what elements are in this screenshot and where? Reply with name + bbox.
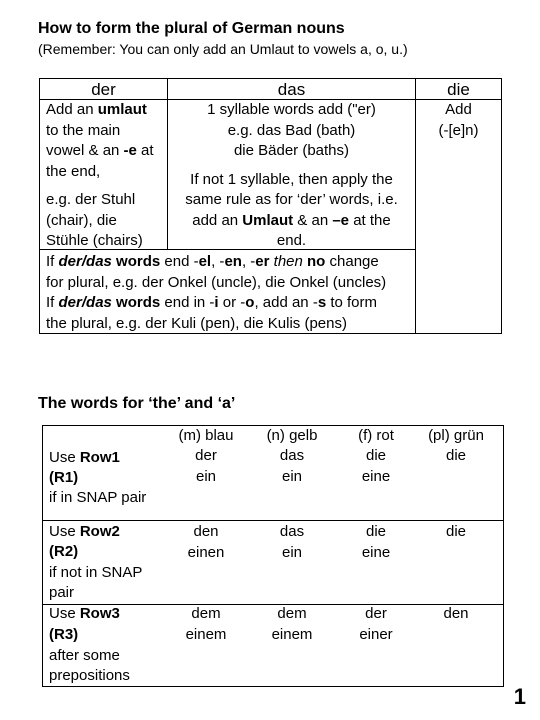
row-divider-1-2 (43, 520, 503, 521)
row3-feminine-definite: der (365, 605, 387, 622)
der-example-line-3: Stühle (chairs) (46, 232, 143, 249)
note-line-1: If der/das words end -el, -en, -er then no change (46, 253, 379, 270)
note-line-3: If der/das words end in -i or -o, add an -s to form (46, 294, 378, 311)
das-rule-line-6: add an Umlaut & an –e at the (192, 212, 391, 229)
page-title: How to form the plural of German nouns (38, 20, 345, 37)
das-rule-line-2: e.g. das Bad (bath) (227, 122, 356, 139)
row1-code: (R1) (49, 469, 79, 486)
note-line-4: the plural, e.g. der Kuli (pen), die Kulis (pens) (46, 315, 347, 332)
der-example-line-1: e.g. der Stuhl (46, 191, 136, 208)
das-rule-line-5: same rule as for ‘der’ words, i.e. (185, 191, 398, 208)
das-rule-line-1: 1 syllable words add ("er) (207, 101, 376, 118)
column-header-feminine: (f) rot (358, 427, 394, 444)
articles-title: The words for ‘the’ and ‘a’ (38, 395, 236, 412)
row2-condition-line-1: if not in SNAP (49, 564, 143, 581)
row3-condition-line-1: after some (49, 647, 120, 664)
das-rule-line-7: end. (276, 232, 307, 249)
row1-label: Use Row1 (49, 449, 120, 466)
die-rule-line-1: Add (445, 101, 472, 118)
header-der: der (91, 80, 116, 99)
der-rule-line-3: vowel & an -e at (46, 142, 154, 159)
row2-masculine-indefinite: einen (187, 544, 225, 561)
row3-neuter-indefinite: einem (271, 626, 313, 643)
row2-code: (R2) (49, 543, 79, 560)
row2-neuter-indefinite: ein (281, 544, 303, 561)
row1-feminine-definite: die (365, 447, 387, 464)
row2-plural-definite: die (445, 523, 467, 540)
row2-condition-line-2: pair (49, 584, 75, 601)
die-rule-line-2: (-[e]n) (438, 122, 479, 139)
row2-feminine-indefinite: eine (361, 544, 391, 561)
articles-table (42, 425, 504, 687)
row1-neuter-definite: das (279, 447, 305, 464)
row3-neuter-definite: dem (277, 605, 307, 622)
das-rule-line-3: die Bäder (baths) (233, 142, 350, 159)
header-die: die (447, 80, 470, 99)
page-number: 1 (513, 684, 526, 709)
row2-feminine-definite: die (365, 523, 387, 540)
row1-masculine-definite: der (195, 447, 217, 464)
header-das: das (277, 80, 306, 99)
row1-neuter-indefinite: ein (281, 468, 303, 485)
der-rule-line-4: the end, (46, 163, 101, 180)
plural-rules-table (39, 78, 502, 334)
row1-feminine-indefinite: eine (361, 468, 391, 485)
row3-condition-line-2: prepositions (49, 667, 130, 684)
row1-condition: if in SNAP pair (49, 489, 147, 506)
row2-masculine-definite: den (193, 523, 219, 540)
note-line-2: for plural, e.g. der Onkel (uncle), die Onkel (uncles) (46, 274, 387, 291)
column-header-masculine: (m) blau (178, 427, 234, 444)
row3-feminine-indefinite: einer (359, 626, 393, 643)
row1-masculine-indefinite: ein (195, 468, 217, 485)
row3-masculine-indefinite: einem (185, 626, 227, 643)
der-rule-line-2: to the main (46, 122, 121, 139)
row2-neuter-definite: das (279, 523, 305, 540)
der-example-line-2: (chair), die (46, 212, 117, 229)
row3-label: Use Row3 (49, 605, 120, 622)
row3-masculine-definite: dem (191, 605, 221, 622)
row1-plural-definite: die (445, 447, 467, 464)
column-header-neuter: (n) gelb (266, 427, 318, 444)
der-rule-line-1: Add an umlaut (46, 101, 147, 118)
row2-label: Use Row2 (49, 523, 120, 540)
column-header-plural: (pl) grün (428, 427, 484, 444)
das-rule-line-4: If not 1 syllable, then apply the (190, 171, 393, 188)
row3-code: (R3) (49, 626, 79, 643)
row3-plural-definite: den (443, 605, 469, 622)
page-subtitle: (Remember: You can only add an Umlaut to vowels a, o, u.) (38, 41, 408, 57)
